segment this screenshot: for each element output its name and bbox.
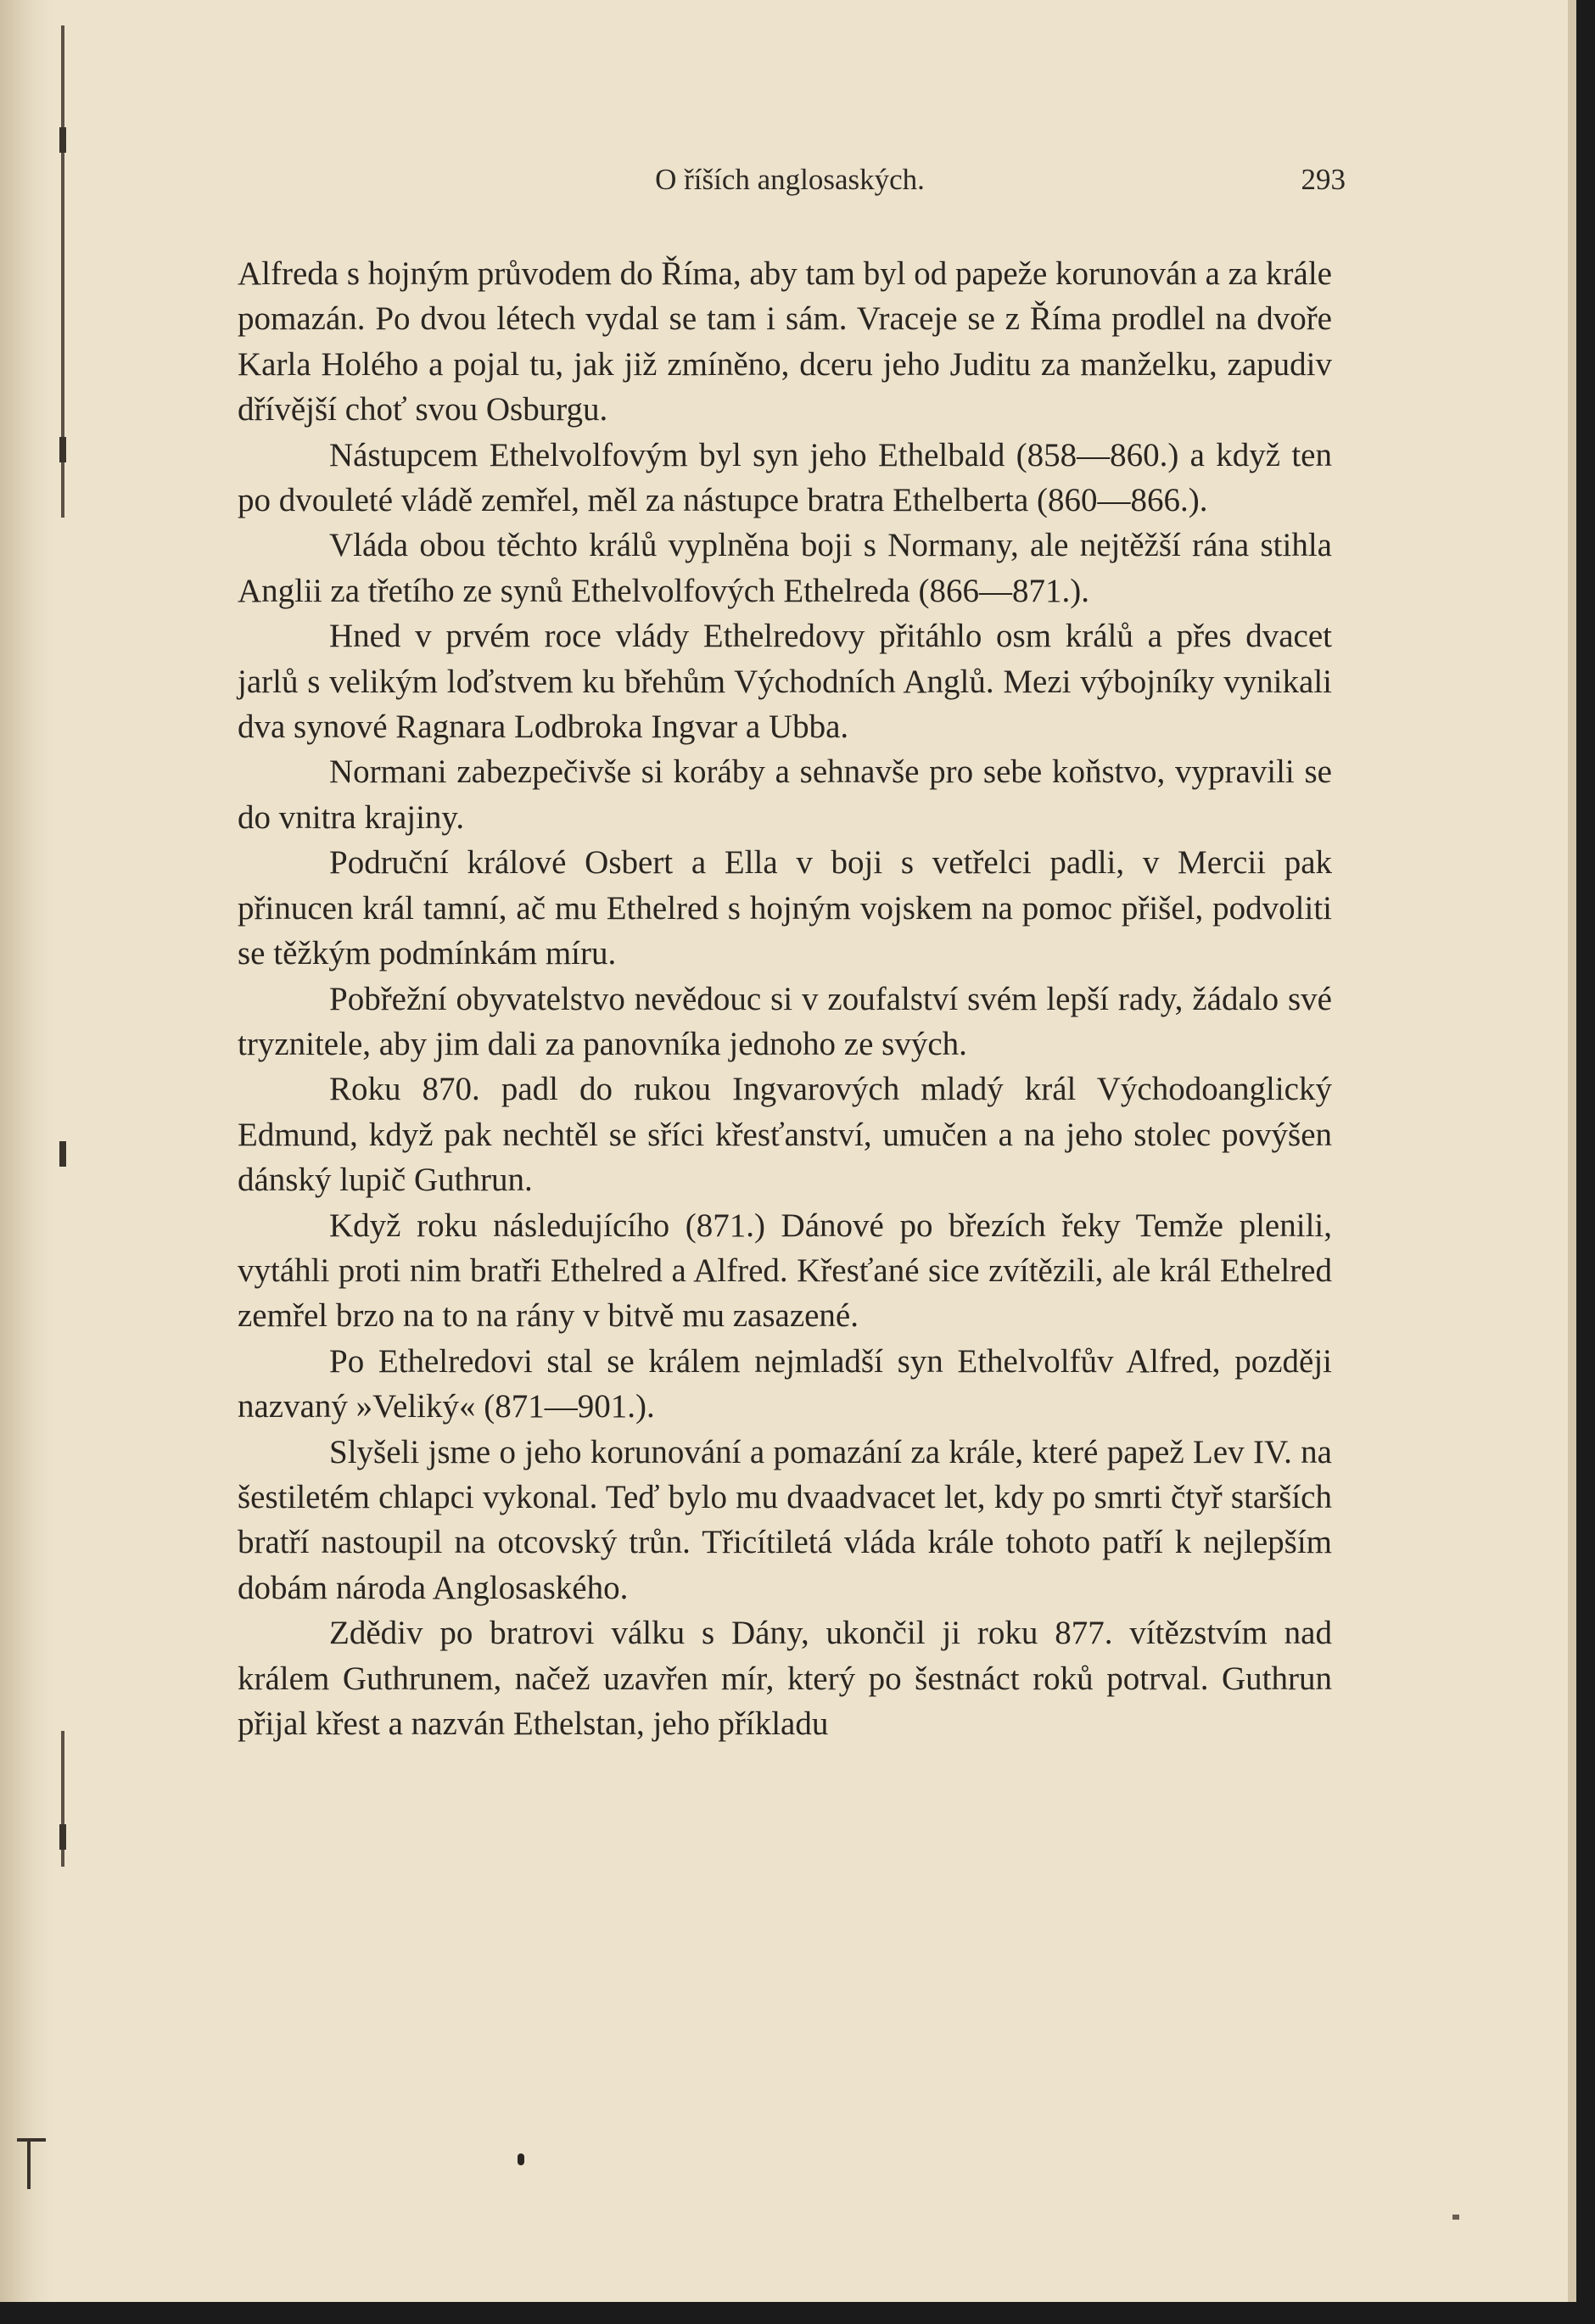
running-title: O říších anglosaských. [655,163,925,196]
page-number: 293 [1301,163,1346,196]
paragraph: Slyšeli jsme o jeho korunování a pomazání za krále, které papež Lev IV. na šestiletém chlapci vykonal. Teď bylo mu dvaadvacet let, kdy po smrti čtyř starších bratří nastoupil na otcovský trůn. Třicítiletá vláda krále tohoto patří k nejlepším dobám národa Anglosaského. [238,1433,1332,1606]
paragraph: Po Ethelredovi stal se králem nejmladší syn Ethelvolfův Alfred, později nazvaný »Veliký« (871—901.). [238,1342,1332,1425]
paper-speck [1452,2215,1459,2220]
book-spine-shadow [0,0,53,2324]
paragraph: Vláda obou těchto králů vyplněna boji s Normany, ale nejtěžší rána stihla Anglii za třetího ze synů Ethelvolfových Ethelreda (866—871.). [238,527,1332,609]
paragraph: Když roku následujícího (871.) Dánové po březích řeky Temže plenili, vytáhli proti nim bratři Ethelred a Alfred. Křesťané sice zvítězili, ale král Ethelred zemřel brzo na to na rány v bitvě mu zasazené. [238,1207,1332,1335]
page-header [234,163,1346,205]
scan-border-right [1576,0,1595,2324]
binding-mark [59,1824,66,1850]
binding-mark [59,1141,66,1167]
paragraph: Nástupcem Ethelvolfovým byl syn jeho Ethelbald (858—860.) a když ten po dvouleté vládě zemřel, měl za nástupce bratra Ethelberta (860—866.). [238,436,1332,519]
paragraph: Hned v prvém roce vlády Ethelredovy přitáhlo osm králů a přes dvacet jarlů s velikým loďstvem ku břehům Východních Anglů. Mezi výbojníky vynikali dva synové Ragnara Lodbroka Ingvar a Ubba. [238,618,1332,746]
binding-mark [17,2138,46,2142]
paragraph: Pobřežní obyvatelstvo nevědouc si v zoufalství svém lepší rady, žádalo své tryznitele, aby jim dali za panovníka jednoho ze svých. [238,980,1332,1062]
paragraph: Alfreda s hojným průvodem do Říma, aby tam byl od papeže korunován a za krále pomazán. Po dvou létech vydal se tam i sám. Vraceje se z Říma prodlel na dvoře Karla Holého a pojal tu, jak již zmíněno, dceru jeho Juditu za manželku, zapudiv dřívější choť svou Osburgu. [238,255,1332,428]
page-edge-shade [1568,0,1576,2324]
paragraph: Normani zabezpečivše si koráby a sehnavše pro sebe koňstvo, vypravili se do vnitra krajiny. [238,753,1332,836]
binding-mark [27,2138,31,2189]
paragraph: Područní králové Osbert a Ella v boji s vetřelci padli, v Mercii pak přinucen král tamní, ač mu Ethelred s hojným vojskem na pomoc přišel, podvoliti se těžkým podmínkám míru. [238,844,1332,972]
binding-mark [59,437,66,462]
paragraph: Zdědiv po bratrovi válku s Dány, ukončil ji roku 877. vítězstvím nad králem Guthrunem, načež uzavřen mír, který po šestnáct roků potrval. Guthrun přijal křest a nazván Ethelstan, jeho příkladu [238,1615,1332,1742]
paragraph: Roku 870. padl do rukou Ingvarových mladý král Východoanglický Edmund, když pak nechtěl se sříci křesťanství, umučen a na jeho stolec povýšen dánský lupič Guthrun. [238,1071,1332,1199]
ink-blot [518,2153,524,2165]
scan-border-bottom [0,2302,1595,2324]
binding-mark [59,127,66,153]
body-text [238,251,1332,1746]
